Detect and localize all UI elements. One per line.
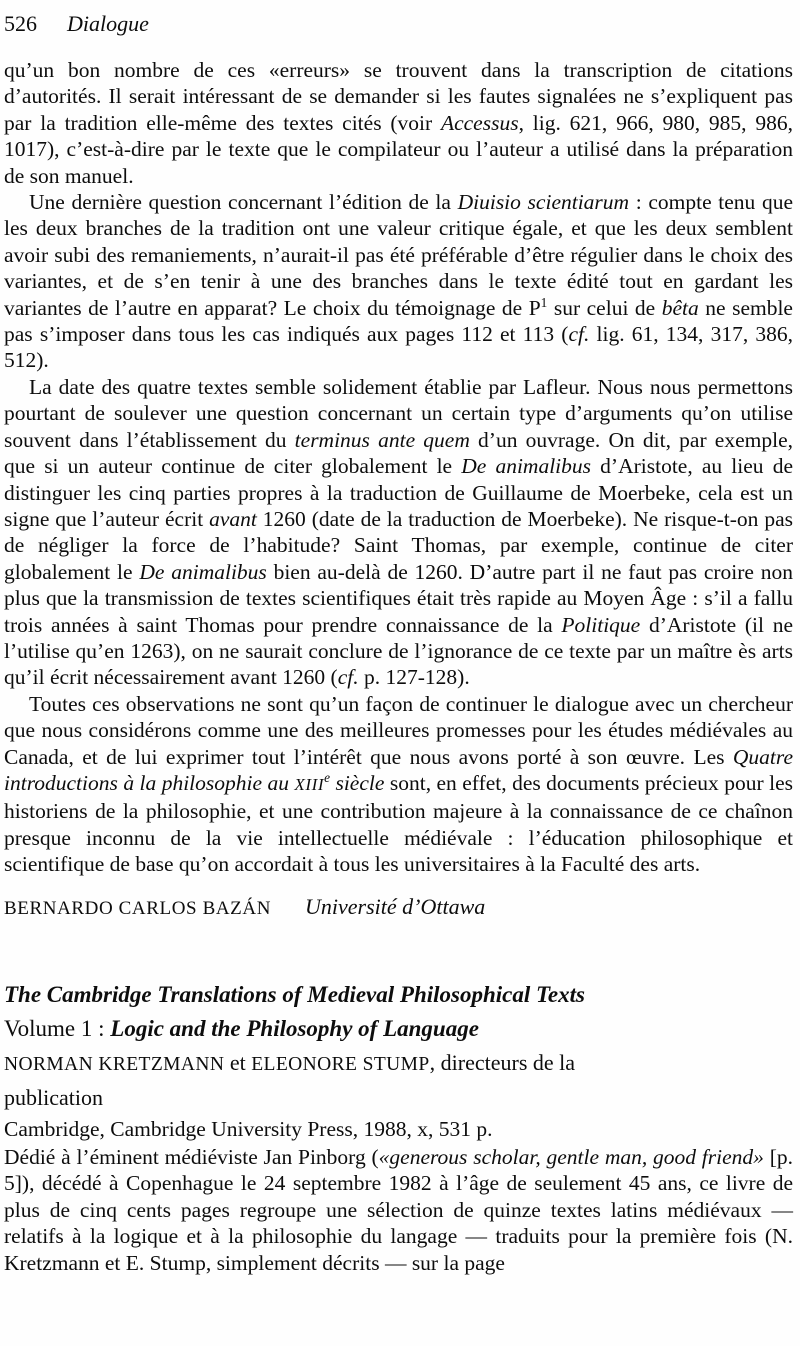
text-run: avant <box>209 506 257 531</box>
text-run: d’Aristote (il ne l’utilise qu’en 1263), on ne saurait conclure de l’ignorance de ce texte par un maître ès arts qu’il écrit nécessairement avant 1260 ( <box>4 612 793 690</box>
text-run: siècle <box>330 770 385 795</box>
text-run: ne semble pas s’imposer dans tous les cas indiqués aux pages 112 et 113 ( <box>4 295 793 347</box>
text-run: Une dernière question concernant l’édition de la <box>29 190 458 215</box>
text-run: «generous scholar, gentle man, good friend» <box>378 1145 764 1169</box>
reviewer-affiliation: Université d’Ottawa <box>305 893 486 919</box>
text-run: Dédié à l’éminent médiéviste Jan Pinborg ( <box>4 1145 379 1169</box>
text-run: , lig. 621, 966, 980, 985, 986, 1017), c’est-à-dire par le texte que le compilateur ou l’auteur a utilisé dans la préparation de son manuel. <box>4 110 793 188</box>
reviewer-signature <box>4 894 793 922</box>
text-run: Logic and the Philosophy of Language <box>110 1016 479 1041</box>
book-title-line-1 <box>4 978 793 1012</box>
review-paragraph-1 <box>4 57 793 189</box>
text-run: bêta <box>661 295 699 320</box>
text-run: p. 127-128). <box>358 665 470 690</box>
text-run: terminus ante quem <box>294 427 470 452</box>
next-review-heading <box>4 978 793 1144</box>
text-run: [p. 5]), décédé à Copenhague le 24 septembre 1982 à l’âge de seulement 45 ans, ce livre de plus de cinq cents pages regroupe une sélection de quinze textes latins médiévaux — relatifs à la logique et à la philosophie du langage — traduits pour la première fois (N. Kretzmann et E. Stump, simplement décrits — sur la page <box>4 1145 793 1275</box>
text-run: et <box>224 1050 252 1075</box>
text-run: Politique <box>561 612 641 637</box>
journal-title: Dialogue <box>67 11 149 36</box>
text-run: bien au-delà de 1260. D’autre part il ne faut pas croire non plus que la transmission de textes scientifiques était très rapide au Moyen Âge : s’il a fallu trois années à saint Thomas pour prendre connaissance de la <box>4 559 793 637</box>
text-run: sur celui de <box>547 295 662 320</box>
text-run: De animalibus <box>461 454 592 479</box>
text-run: 1260 (date de la traduction de Moerbeke). Ne risque-t-on pas de négliger la force de l’habitude? Saint Thomas, par exemple, continue de citer globalement le <box>4 506 793 584</box>
text-run: ELEONORE STUMP <box>251 1054 430 1075</box>
text-run: cf. <box>337 665 359 690</box>
text-run: Toutes ces observations ne sont qu’un façon de continuer le dialogue avec un chercheur que nous considérons comme une des meilleures promesses pour les études médiévales au Canada, et de lui exprimer tout l’intérêt que nous avons porté à son œuvre. Les <box>4 691 793 769</box>
text-run: De animalibus <box>139 559 267 584</box>
text-run: NORMAN KRETZMANN <box>4 1054 225 1075</box>
text-run: Accessus <box>440 110 519 135</box>
text-run: Quatre introductions à la philosophie au <box>4 744 793 795</box>
next-review-opening-paragraph <box>4 1144 793 1276</box>
text-run: lig. 61, 134, 317, 386, 512). <box>4 322 793 373</box>
page-number: 526 <box>4 11 37 36</box>
review-paragraph-2 <box>4 189 793 374</box>
text-run: sont, en effet, des documents précieux pour les historiens de la philosophie, et une contribution majeure à la connaissance de ce chaînon presque inconnu de la vie intellectuelle médiévale : l’éducation philosophique et scientifique de base qu’on accordait à tous les universitaires à la Faculté des arts. <box>4 770 793 877</box>
reviewer-name: BERNARDO CARLOS BAZÁN <box>4 897 272 919</box>
text-run: The Cambridge Translations of Medieval Philosophical Texts <box>4 982 585 1007</box>
text-run: d’un ouvrage. On dit, par exemple, que si un auteur continue de citer globalement le <box>4 427 793 479</box>
review-body <box>4 57 793 1276</box>
text-run: qu’un bon nombre de ces «erreurs» se trouvent dans la transcription de citations d’autorités. Il serait intéressant de se demander si les fautes signalées ne s’expliquent pas par la tradition elle-même des textes cités (voir <box>4 58 793 135</box>
text-run: Diuisio scientiarum <box>457 190 630 215</box>
text-run: XIII <box>294 774 325 794</box>
text-run: La date des quatre textes semble solidement établie par Lafleur. Nous nous permettons pourtant de soulever une question concernant un certain type d’arguments qu’on utilise souvent dans l’établissement du <box>4 374 793 452</box>
text-run: Volume 1 : <box>4 1016 111 1041</box>
running-head <box>4 10 793 38</box>
text-run: 1 <box>540 294 548 310</box>
review-paragraph-3 <box>4 374 793 691</box>
book-imprint: Cambridge, Cambridge University Press, 1988, x, 531 p. <box>4 1117 493 1141</box>
text-run: cf. <box>568 322 590 347</box>
text-run: , directeurs de la publication <box>4 1050 576 1110</box>
text-run: e <box>324 769 331 785</box>
text-run: d’Aristote, au lieu de distinguer les cinq parties propres à la traduction de Guillaume de Moerbeke, cela est un signe que l’auteur écrit <box>4 454 793 531</box>
book-title-line-2 <box>4 1012 793 1046</box>
book-editors <box>4 1046 649 1114</box>
review-paragraph-4 <box>4 691 793 878</box>
text-run: : compte tenu que les deux branches de la tradition ont une valeur critique égale, et que les deux semblent avoir subi des remaniements, n’aurait-il pas été préférable d’être régulier dans le choix des variantes, et de s’en tenir à une des branches dans le texte édité tout en gardant les variantes de l’autre en apparat? Le choix du témoignage de P <box>4 190 793 320</box>
